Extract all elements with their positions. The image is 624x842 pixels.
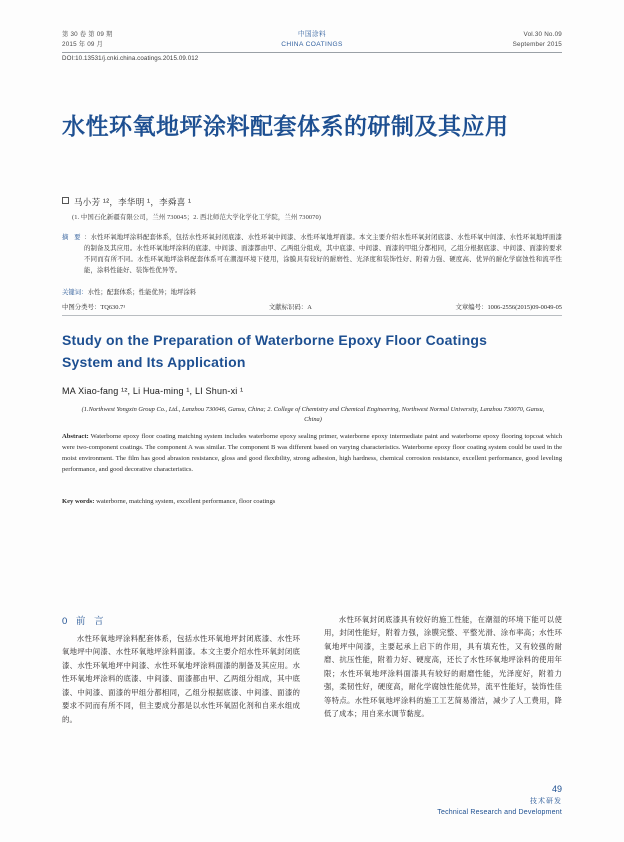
issue-date-en: September 2015 — [512, 40, 562, 48]
abstract-cn — [62, 232, 562, 276]
keywords-cn — [62, 288, 562, 299]
authors-cn-text: 马小芳 ¹²，李华明 ¹，李舜喜 ¹ — [74, 197, 192, 207]
page-title-en: Study on the Preparation of Waterborne Epoxy Floor Coatings System and Its Application — [62, 332, 488, 370]
keywords-en-text: waterborne, matching system, excellent performance, floor coatings — [96, 498, 276, 505]
section-divider — [62, 315, 562, 316]
volume-issue-en: Vol.30 No.09 — [523, 31, 562, 38]
footer-cn: 技术研发 — [530, 798, 562, 805]
journal-name-en: CHINA COATINGS — [281, 41, 343, 49]
header-right — [513, 30, 562, 50]
affiliation-cn: (1. 中国石化新疆有限公司，兰州 730045；2. 西北师范大学化学化工学院，兰州 730070) — [72, 214, 322, 221]
clc-number — [62, 302, 125, 311]
document-code-label: 文献标识码： — [268, 304, 308, 311]
volume-issue: 第 30 卷 第 09 期 — [62, 31, 113, 38]
page-title-cn: 水性环氧地坪涂料配套体系的研制及其应用 — [62, 113, 509, 139]
bullet-square-icon — [62, 197, 69, 204]
article-number — [455, 302, 562, 311]
abstract-cn-body: ：水性环氧地坪涂料配套体系，包括水性环氧封闭底漆、水性环氧中间漆、水性环氧地坪面漆。本文主要介绍水性环氧封闭底漆、水性环氧中间漆、水性环氧地坪面漆的制备及其应用。水性环氧地坪涂料的底漆、中间漆、面漆都由甲、乙两组分组成，其中底漆、中间漆、面漆的甲组分都相同，乙组分根据底漆、中间漆、面漆的要求不同而有所不同。水性环氧地坪涂料配套体系可在潮湿环境下使用，涂膜具有较好的耐磨性、光泽度和装饰性好、附着力强、硬度高、优异的耐化学腐蚀性和流平性能，涂料性能好、装饰性优异等。 — [84, 234, 562, 275]
authors-cn — [62, 196, 191, 208]
page-footer — [437, 797, 562, 818]
header-divider — [62, 52, 562, 53]
body-column-right — [324, 613, 562, 721]
journal-name-cn: 中国涂料 — [298, 31, 326, 38]
affiliation-en: (1.Northwest Yongxin Group Co., Ltd., Lanzhou 730046, Gansu, China; 2. College of Chemistry and Chemical Engineering, Northwest Normal University, Lanzhou 730070, Gansu, China) — [81, 406, 545, 424]
body-column-left — [62, 632, 300, 726]
paragraph: 水性环氧封闭底漆具有较好的施工性能，在潮湿的环境下能可以使用，封闭性能好，附着力强，涂膜完整、平整光滑、涂布率高；水性环氧地坪中间漆，主要起承上启下的作用，具有填充性，又有较强的耐磨、抗压性能，附着力好、硬度高，还长了水性环氧地坪涂料的使用年限；水性环氧地坪涂料面漆具有较好的耐磨性能，光泽度好，附着力强，柔韧性好，硬度高，耐化学腐蚀性能优异，流平性能好，装饰性佳等特点。水性环氧地坪涂料的施工工艺简易滑洁，减少了人工费用，降低了成本；用自来水调节黏度。 — [324, 615, 562, 719]
keywords-en — [62, 497, 562, 508]
section-heading: 0 前 言 — [62, 616, 107, 627]
document-code-value: A — [307, 304, 312, 311]
issue-date: 2015 年 09 月 — [62, 40, 104, 48]
clc-value: TQ630.7¹ — [100, 304, 126, 311]
keywords-en-label: Key words: — [62, 498, 95, 505]
paragraph: 水性环氧地坪涂料配套体系，包括水性环氧地坪封闭底漆、水性环氧地坪中间漆、水性环氧地坪涂料面漆。本文主要介绍水性环氧封闭底漆、水性环氧地坪中间漆、水性环氧地坪涂料面漆的制备及其应用。水性环氧地坪涂料的底漆、中间漆、面漆都由甲、乙两组分组成，其中底漆、中间漆、面漆的甲组分都相同，乙组分根据底漆、中间漆、面漆的要求不同而有所不同，但主要成分都是以水性环氧固化剂和自来水组成的。 — [62, 634, 300, 724]
abstract-en-body: Waterborne epoxy floor coating matching system includes waterborne epoxy sealing primer, waterborne epoxy intermediate paint and waterborne epoxy flooring topcoat which were two-component coatings. The component A was similar. The component B was different based on varying characteristics. Waterborne epoxy floor coating system could be used in the moist environment. The film has good abrasion resistance, gloss and good flexibility, strong adhesion, high hardness, chemical corrosion resistance, excellent performance, good leveling performance, and good decorative characteristics. — [62, 433, 563, 473]
footer-en: Technical Research and Development — [437, 808, 562, 816]
journal-name — [281, 30, 343, 50]
article-meta — [62, 302, 562, 311]
abstract-cn-label: 摘 要 — [62, 234, 83, 241]
page-number: 49 — [551, 784, 562, 794]
abstract-en — [62, 432, 562, 476]
clc-label: 中图分类号： — [62, 304, 101, 311]
doi-text: DOI:10.13531/j.cnki.china.coatings.2015.09.012 — [62, 55, 199, 62]
document-code — [269, 302, 312, 311]
authors-en: MA Xiao-fang ¹², Li Hua-ming ¹, LI Shun-xi ¹ — [62, 386, 244, 396]
abstract-en-label: Abstract: — [62, 433, 89, 440]
keywords-cn-label: 关键词： — [62, 289, 88, 296]
article-number-value: 1006-2556(2015)09-0049-05 — [487, 304, 562, 311]
article-number-label: 文章编号： — [455, 304, 488, 311]
keywords-cn-text: 水性；配套体系；性能优异；地坪涂料 — [87, 289, 197, 296]
header-left — [62, 30, 113, 50]
